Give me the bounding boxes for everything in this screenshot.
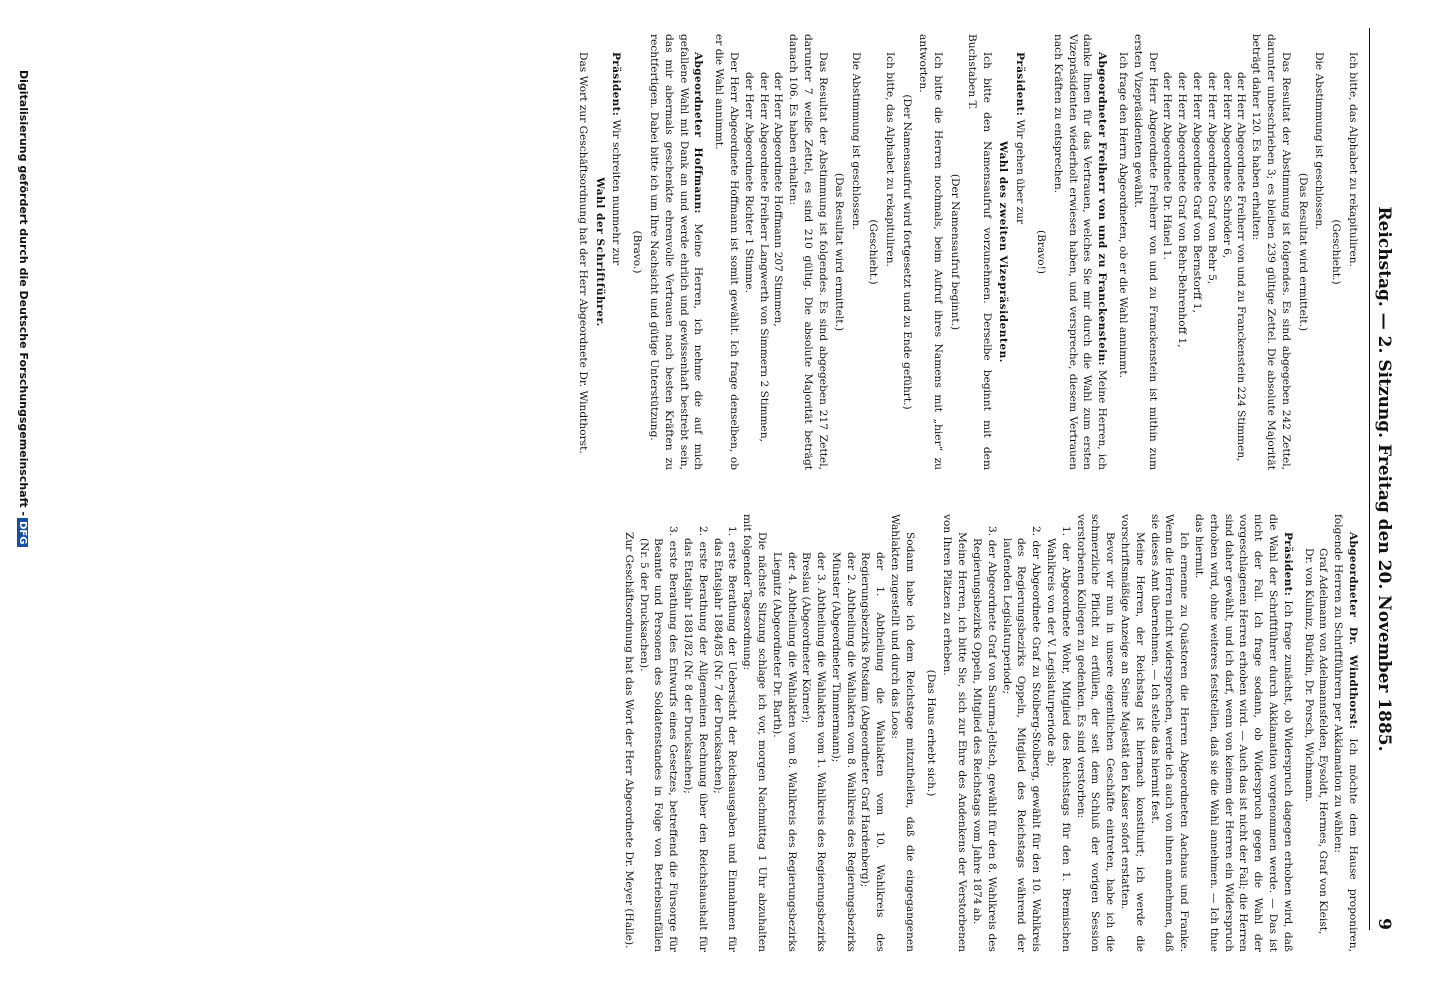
stage-direction [629, 34, 644, 470]
paragraph-text: der Herr Abgeordnete Hoffmann 207 Stimmen, [772, 72, 785, 327]
paragraph-text: Ich ernenne zu Quästoren die Herren Abgeordneten Aachaus und Franke. Wenn die Herren nicht widersprechen, werde ich auch von ihnen annehmen, daß sie dieses Amt übernehmen. — Ich stelle das hiermit fest. [1148, 514, 1191, 952]
paragraph [575, 34, 590, 470]
paragraph [1050, 34, 1109, 470]
dfg-logo: DFG [17, 518, 28, 547]
stage-direction [923, 514, 938, 952]
speaker-name: Abgeordneter Hoffmann: [692, 52, 705, 214]
paragraph-text: Wir schreiten nunmehr zur [610, 119, 623, 266]
paragraph-text: der Herr Abgeordnete Graf von Bernstorff 1, [1191, 72, 1204, 313]
stage-direction [947, 34, 962, 470]
paragraph-text: der 1. Abtheilung die Wahlakten vom 10. Wahlkreis des Regierungsbezirks Potsdam (Abgeordneter Graf Hardenberg); [859, 552, 887, 952]
list-item [636, 514, 680, 952]
result-line [799, 514, 829, 952]
page-header-title: Reichstag. — 2. Sitzung. Freitag den 20. November 1885. [1374, 206, 1394, 752]
paragraph-text: der Herr Abgeordnete Freiherr Langwerth von Simmern 2 Stimmen, [757, 72, 770, 443]
paragraph-text: (Der Namensaufruf beginnt.) [949, 173, 962, 331]
paragraph-text: der Herr Abgeordnete Graf von Behr-Behrenhoff 1, [1176, 72, 1189, 348]
paragraph [1012, 34, 1027, 470]
paragraph [1117, 514, 1147, 952]
result-line [771, 34, 786, 470]
paragraph [887, 514, 917, 952]
stage-direction [865, 34, 880, 470]
paragraph-text: Wahl der Schriftführer. [593, 177, 606, 327]
paragraph-text: der Herr Abgeordnete Schröder 6, [1220, 72, 1233, 259]
paragraph-text: der Herr Abgeordnete Freiherr von und zu Franckenstein 224 Stimmen, [1235, 72, 1248, 462]
result-line [741, 34, 756, 470]
result-line [828, 514, 858, 952]
paragraph-text: Meine Herren, ich bitte Sie, sich zur Ehre des Andenkens der Verstorbenen von Ihren Plätzen zu erheben. [941, 514, 969, 952]
result-line [1189, 34, 1204, 470]
paragraph-text: Meine Herren, ich danke Ihnen für das Vertrauen, welches Sie mir durch die Wahl zum ersten Vizepräsidenten wiederholt erwiesen haben, und verspreche, diesem Vertrauen nach Kräften zu entsprechen. [1051, 34, 1109, 470]
paragraph-text: Wir gehen über zur [1014, 119, 1027, 225]
paragraph-text: (Geschieht.) [1330, 219, 1343, 285]
speaker-name: Präsident: [610, 52, 623, 117]
stage-direction [899, 34, 914, 470]
paragraph-text: Die nächste Sitzung schlage ich vor, morgen Nachmittag 1 Uhr abzuhalten mit folgender Tagesordnung: [741, 514, 768, 952]
paragraph [940, 514, 970, 952]
paragraph-text: Zur Geschäftsordnung hat das Wort der Herr Abgeordnete Dr. Meyer (Halle). [622, 532, 635, 949]
section-heading [996, 34, 1011, 470]
paragraph-text: Ich frage zunächst, ob Widerspruch dagegen erhoben wird, daß die Wahl der Schriftführer durch Akklamation vorgenommen werde. — Das ist nicht der Fall. Ich frage sodann, ob Widerspruch gegen die Wahl der vorgeschlagenen Herren erhoben wird. — Auch das ist nicht der Fall; die Herren sind daher gewählt, und ich darf, wenn von keinem der Herren ein Widerspruch erhoben wird, ohne weiteres feststellen, daß sie die Wahl annehmen. — Ich thue das hiermit. [1193, 514, 1294, 952]
paragraph-text: Sodann habe ich dem Reichstage mitzutheilen, daß die eingegangenen Wahlakten zugestellt und durch das Loos: [889, 514, 916, 952]
page-number: 9 [1374, 918, 1394, 930]
paragraph-text: Meine Herren, ich nehme die auf mich gefallene Wahl mit Dank an und werde ehrlich und gewissenhaft bestrebt sein, das mir abermals geschenkte ehrenvolle Vertrauen nach besten Kräften zu rechtfertigen. Dabei bitte ich um Ihre Nachsicht und gütige Unterstützung. [647, 34, 705, 470]
list-item [680, 514, 710, 952]
paragraph-text: Ich bitte, das Alphabet zu rekapituliren. [1347, 52, 1359, 267]
paragraph-text: Ich bitte, das Alphabet zu rekapituliren. [883, 52, 896, 267]
result-line [1160, 34, 1175, 470]
paragraph-text: Die Abstimmung ist geschlossen. [850, 52, 863, 230]
paragraph-text: (Das Resultat wird ermittelt.) [833, 172, 846, 332]
paragraph [1345, 34, 1360, 470]
section-heading [592, 34, 607, 470]
paragraph-text: Der Herr Abgeordnete Freiherr von und zu Franckenstein ist mithin zum ersten Vizepräsidenten gewählt. [1131, 34, 1159, 470]
speaker-name: Abgeordneter Dr. Windthorst: [1347, 532, 1359, 730]
paragraph-text: Die Abstimmung ist geschlossen. [1313, 52, 1326, 230]
paragraph [646, 34, 705, 470]
paragraph-text: Ich frage den Herrn Abgeordneten, ob er die Wahl annimmt. [1117, 52, 1130, 378]
paragraph [849, 34, 864, 470]
paragraph-text: der Herr Abgeordnete Graf von Behr 5, [1205, 72, 1218, 285]
paragraph-text: 3. erste Berathung des Entwurfs eines Gesetzes, betreffend die Fürsorge für Beamte und Personen des Soldatenstandes in Folge von Betriebsunfällen (Nr. 5 der Drucksachen). [637, 526, 680, 952]
list-item [999, 514, 1043, 952]
paragraph-text: Ich möchte dem Hause proponiren, folgende Herren zu Schriftführern per Akklamation zu wählen: [1332, 514, 1359, 952]
digitization-credit [17, 70, 30, 547]
paragraph [964, 34, 994, 470]
paragraph-text: (Das Haus erhebt sich.) [924, 669, 937, 797]
paragraph [1191, 514, 1295, 952]
paragraph-text: Bevor wir nun in unsere eigentlichen Geschäfte eintreten, habe ich die schmerzliche Pflicht zu erfüllen, der seit dem Schluß der vorigen Session verstorbenen Kollegen zu gedenken. Es sind verstorben: [1074, 514, 1117, 952]
speaker-name: Präsident: [1281, 532, 1294, 597]
stage-direction [1033, 34, 1048, 470]
paragraph [1312, 34, 1327, 470]
paragraph-text: Graf Adelmann von Adelmannsfelden, Eysoldt, Hermes, Graf von Kleist, Dr. von Kulmiz, Bürklin, Dr. Porsch, Wichmann. [1302, 548, 1330, 935]
result-line [756, 34, 771, 470]
paragraph-text: der Herr Abgeordnete Dr. Hänel 1. [1161, 72, 1174, 260]
result-line [1219, 34, 1234, 470]
paragraph [1330, 514, 1360, 952]
paragraph-text: Meine Herren, der Reichstag ist hiernach konstituirt; ich werde die vorschriftsmäßige Anzeige an Seine Majestät den Kaiser sofort erstatten. [1119, 514, 1146, 952]
paragraph [1073, 514, 1117, 952]
paragraph [1130, 34, 1160, 470]
paragraph-text: 2. der Abgeordnete Graf zu Stolberg-Stolberg, gewählt für den 10. Wahlkreis des Regierungsbezirks Oppeln, Mitglied des Reichstags während der laufenden Legislaturperiode; [1000, 526, 1043, 952]
result-line [858, 514, 888, 952]
paragraph [785, 34, 829, 470]
result-line [769, 514, 799, 952]
left-column [20, 34, 1360, 470]
paragraph [1115, 34, 1130, 470]
result-line [1204, 34, 1219, 470]
stage-direction [1328, 34, 1343, 470]
stage-direction [1295, 34, 1310, 470]
paragraph-text: der 4. Abtheilung die Wahlakten vom 8. Wahlkreis des Regierungsbezirks Liegnitz (Abgeordneter Dr. Barth). [770, 552, 798, 952]
stage-direction [832, 34, 847, 470]
running-head [1369, 28, 1404, 930]
credit-text: Digitalisierung gefördert durch die Deutsche Forschungsgemeinschaft - [17, 70, 30, 517]
paragraph-text: (Bravo.) [631, 230, 644, 274]
paragraph-text: 3. der Abgeordnete Graf von Saurma-Jeltsch, gewählt für den 8. Wahlkreis des Regierungsbezirks Oppeln, Mitglied des Reichstags vom Jahre 1874 ab. [971, 526, 998, 952]
paragraph-text: Das Resultat der Abstimmung ist folgendes. Es sind abgegeben 217 Zettel, darunter 7 weiße Zettel, es sind 210 gültig. Die absolute Majorität beträgt danach 106. Es haben erhalten: [787, 34, 829, 470]
paragraph [916, 34, 946, 470]
paragraph [711, 34, 741, 470]
paragraph-text: Wahl des zweiten Vizepräsidenten. [997, 140, 1010, 363]
paragraph-text: (Geschieht.) [867, 219, 880, 285]
result-line [1234, 34, 1249, 470]
right-column [20, 514, 1360, 952]
paragraph-text: 1. erste Berathung der Uebersicht der Reichsausgaben und Einnahmen für das Etatsjahr 1884/85 (Nr. 7 der Drucksachen); [711, 526, 739, 952]
paragraph-text: (Bravo!) [1035, 229, 1048, 275]
list-item [1043, 514, 1073, 952]
paragraph-text: Ich bitte den Namensaufruf vorzunehmen. Derselbe beginnt mit dem Buchstaben T. [965, 34, 993, 470]
paragraph-text: der 2. Abtheilung die Wahlakten vom 8. Wahlkreis des Regierungsbezirks Münster (Abgeordneter Timmermann); [829, 552, 857, 952]
paragraph [882, 34, 897, 470]
paragraph-text: 2. erste Berathung der Allgemeinen Rechnung über den Reichshaushalt für das Etatsjahr 1881/82 (Nr. 8 der Drucksachen); [681, 526, 709, 952]
paragraph [739, 514, 769, 952]
paragraph [621, 514, 636, 952]
paragraph-text: (Der Namensaufruf wird fortgesetzt und zu Ende geführt.) [900, 94, 913, 410]
paragraph-text: der Herr Abgeordnete Richter 1 Stimme. [742, 72, 755, 293]
list-item [710, 514, 740, 952]
speaker-name: Präsident: [1014, 52, 1027, 117]
paragraph-text: 1. der Abgeordnete Wohr, Mitglied des Reichstags für den 1. Bremischen Wahlkreis von der V. Legislaturperiode ab; [1045, 526, 1072, 952]
paragraph [1248, 34, 1292, 470]
paragraph-text: Ich bitte die Herren nochmals, beim Aufruf ihres Namens mit „hier“ zu antworten. [917, 34, 945, 470]
paragraph [609, 34, 624, 470]
paragraph-text: Das Resultat der Abstimmung ist folgendes. Es sind abgegeben 242 Zettel, darunter unbeschrieben 3; es bleiben 239 gültige Zettel. Die absolute Majorität beträgt daher 120. Es haben erhalten: [1250, 34, 1292, 470]
paragraph [1301, 514, 1331, 952]
paragraph-text: Das Wort zur Geschäftsordnung hat der Herr Abgeordnete Dr. Windthorst. [576, 52, 589, 454]
paragraph [1147, 514, 1191, 952]
result-line [1174, 34, 1189, 470]
paragraph-text: der 3. Abtheilung die Wahlakten vom 1. Wahlkreis des Regierungsbezirks Breslau (Abgeordneter Körner); [800, 552, 828, 952]
paragraph-text: (Das Resultat wird ermittelt.) [1296, 172, 1309, 332]
paragraph-text: Der Herr Abgeordnete Hoffmann ist somit gewählt. Ich frage denselben, ob er die Wahl annimmt. [713, 34, 740, 470]
list-item [969, 514, 999, 952]
speaker-name: Abgeordneter Freiherr von und zu Franckenstein: [1096, 52, 1109, 366]
